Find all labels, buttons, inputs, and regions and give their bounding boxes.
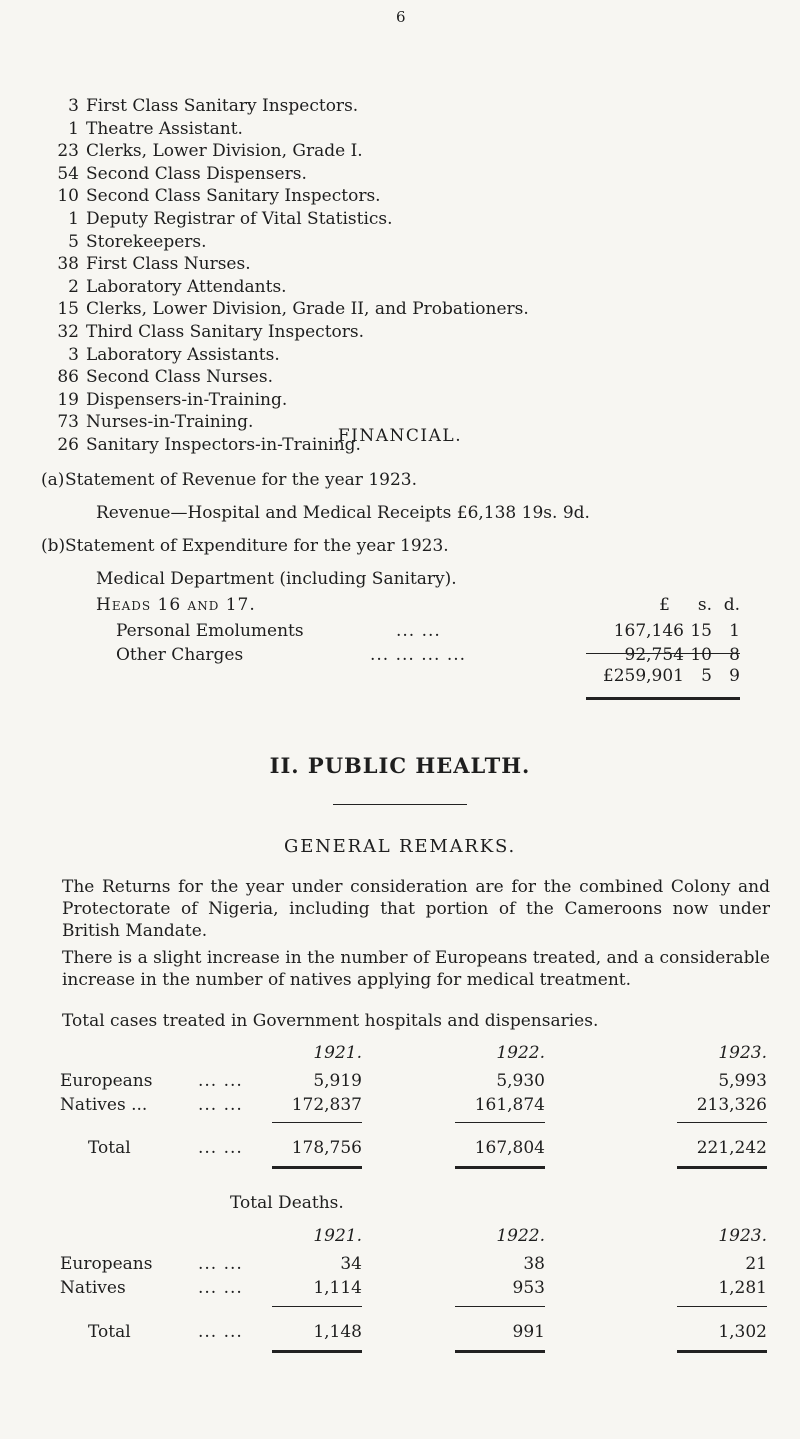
deaths-row-leader: ... ... bbox=[198, 1254, 243, 1274]
paragraph-2-text: There is a slight increase in the number of Europeans treated, and a considerable increase in the number of natives applying for medical treatment. bbox=[62, 948, 770, 990]
staff-count: 26 bbox=[57, 434, 79, 455]
expenditure-item-label: Other Charges bbox=[116, 645, 244, 665]
cases-total-value: 167,804 bbox=[474, 1138, 545, 1158]
cases-total-value: 178,756 bbox=[291, 1138, 362, 1158]
staff-title: Nurses-in-Training. bbox=[86, 412, 254, 433]
staff-item bbox=[48, 366, 529, 389]
expenditure-statement: Statement of Expenditure for the year 1923. bbox=[65, 536, 449, 556]
staff-count: 32 bbox=[57, 321, 79, 342]
deaths-total-value: 991 bbox=[512, 1322, 545, 1342]
deaths-subtotal-rule bbox=[677, 1306, 767, 1307]
expenditure-total-shillings: 5 bbox=[701, 666, 712, 686]
expenditure-item-pence: 1 bbox=[729, 621, 740, 641]
cases-total-rule bbox=[272, 1166, 362, 1169]
shillings-column-header: s. bbox=[697, 595, 712, 615]
page-number: 6 bbox=[396, 8, 406, 26]
staff-title: Laboratory Attendants. bbox=[86, 276, 287, 297]
cases-year-header: 1922. bbox=[496, 1043, 545, 1063]
financial-heading: FINANCIAL. bbox=[337, 426, 463, 446]
staff-title: Clerks, Lower Division, Grade II, and Probationers. bbox=[86, 299, 529, 320]
cases-row-value: 5,993 bbox=[718, 1071, 767, 1091]
staff-item bbox=[48, 344, 529, 367]
expenditure-item-label: Personal Emoluments bbox=[116, 621, 304, 641]
deaths-row-label: Europeans bbox=[60, 1254, 153, 1274]
expenditure-item-pounds: 92,754 bbox=[624, 645, 684, 665]
deaths-row-value: 34 bbox=[340, 1254, 362, 1274]
cases-row-value: 5,919 bbox=[313, 1071, 362, 1091]
staff-item bbox=[48, 389, 529, 412]
staff-title: Laboratory Assistants. bbox=[86, 344, 280, 365]
cases-subtotal-rule bbox=[677, 1122, 767, 1123]
staff-item bbox=[48, 95, 529, 118]
staff-title: Second Class Nurses. bbox=[86, 367, 273, 388]
expenditure-total-rule bbox=[586, 697, 740, 700]
deaths-year-header: 1921. bbox=[313, 1226, 362, 1246]
deaths-total-rule bbox=[272, 1350, 362, 1353]
deaths-row-label: Natives bbox=[60, 1278, 126, 1298]
deaths-total-label: Total bbox=[88, 1322, 131, 1342]
deaths-row-leader: ... ... bbox=[198, 1278, 243, 1298]
expenditure-total-pence: 9 bbox=[729, 666, 740, 686]
staff-title: Second Class Sanitary Inspectors. bbox=[86, 186, 381, 207]
expenditure-label: (b) bbox=[41, 536, 66, 556]
cases-row-value: 172,837 bbox=[291, 1095, 362, 1115]
paragraph-1-text: The Returns for the year under consideration are for the combined Colony and Protectorate of Nigeria, including that portion of the Cameroons now under British Mandate. bbox=[62, 877, 770, 941]
deaths-year-header: 1922. bbox=[496, 1226, 545, 1246]
cases-subtotal-rule bbox=[455, 1122, 545, 1123]
expenditure-item-pence: 8 bbox=[729, 645, 740, 665]
staff-count: 2 bbox=[68, 276, 79, 297]
general-remarks-title: GENERAL REMARKS. bbox=[284, 836, 516, 857]
remarks-paragraph-2 bbox=[28, 947, 770, 991]
staff-item bbox=[48, 253, 529, 276]
section-title: II. PUBLIC HEALTH. bbox=[269, 753, 531, 778]
cases-row-label: Natives ... bbox=[60, 1095, 148, 1115]
staff-count: 19 bbox=[57, 389, 79, 410]
staff-title: Theatre Assistant. bbox=[86, 118, 243, 139]
deaths-table-title: Total Deaths. bbox=[230, 1193, 344, 1213]
cases-table-title: Total cases treated in Government hospitals and dispensaries. bbox=[62, 1011, 599, 1031]
staff-item bbox=[48, 321, 529, 344]
staff-title: Sanitary Inspectors-in-Training. bbox=[86, 434, 361, 455]
expenditure-item-shillings: 10 bbox=[690, 645, 712, 665]
staff-item bbox=[48, 163, 529, 186]
staff-count: 3 bbox=[68, 96, 79, 116]
expenditure-item-leader: ... ... bbox=[396, 621, 441, 641]
deaths-row-value: 953 bbox=[512, 1278, 545, 1298]
cases-row-value: 5,930 bbox=[496, 1071, 545, 1091]
staff-title: First Class Nurses. bbox=[86, 254, 251, 275]
cases-row-leader: ... ... bbox=[198, 1071, 243, 1091]
staff-count: 86 bbox=[57, 367, 79, 388]
staff-title: Deputy Registrar of Vital Statistics. bbox=[86, 208, 393, 229]
cases-total-rule bbox=[677, 1166, 767, 1169]
staff-title: First Class Sanitary Inspectors. bbox=[86, 96, 359, 116]
section-divider bbox=[333, 804, 467, 805]
deaths-row-value: 21 bbox=[745, 1254, 767, 1274]
staff-count: 1 bbox=[68, 118, 79, 139]
deaths-row-value: 38 bbox=[523, 1254, 545, 1274]
staff-item bbox=[48, 140, 529, 163]
staff-count: 10 bbox=[57, 186, 79, 207]
cases-total-label: Total bbox=[88, 1138, 131, 1158]
deaths-total-rule bbox=[677, 1350, 767, 1353]
cases-total-leader: ... ... bbox=[198, 1138, 243, 1158]
staff-list bbox=[48, 95, 529, 457]
staff-count: 23 bbox=[57, 141, 79, 162]
deaths-year-header: 1923. bbox=[718, 1226, 767, 1246]
staff-item bbox=[48, 276, 529, 299]
heads-line: Heads 16 and 17. bbox=[96, 595, 256, 615]
staff-count: 38 bbox=[57, 254, 79, 275]
staff-title: Second Class Dispensers. bbox=[86, 163, 307, 184]
cases-year-header: 1921. bbox=[313, 1043, 362, 1063]
deaths-total-value: 1,148 bbox=[313, 1322, 362, 1342]
revenue-label: (a) bbox=[41, 470, 65, 490]
staff-count: 5 bbox=[68, 231, 79, 252]
staff-title: Storekeepers. bbox=[86, 231, 207, 252]
revenue-line: Revenue—Hospital and Medical Receipts £6,138 19s. 9d. bbox=[96, 503, 590, 523]
staff-count: 73 bbox=[57, 412, 79, 433]
cases-row-label: Europeans bbox=[60, 1071, 153, 1091]
deaths-row-value: 1,281 bbox=[718, 1278, 767, 1298]
cases-subtotal-rule bbox=[272, 1122, 362, 1123]
staff-count: 1 bbox=[68, 208, 79, 229]
revenue-statement: Statement of Revenue for the year 1923. bbox=[65, 470, 417, 490]
cases-total-value: 221,242 bbox=[696, 1138, 767, 1158]
staff-item bbox=[48, 298, 529, 321]
remarks-paragraph-1 bbox=[28, 876, 770, 942]
staff-item bbox=[48, 185, 529, 208]
pence-column-header: d. bbox=[723, 595, 740, 615]
deaths-total-rule bbox=[455, 1350, 545, 1353]
deaths-total-value: 1,302 bbox=[718, 1322, 767, 1342]
deaths-total-leader: ... ... bbox=[198, 1322, 243, 1342]
expenditure-total-pounds: £259,901 bbox=[602, 666, 684, 686]
cases-row-leader: ... ... bbox=[198, 1095, 243, 1115]
staff-count: 15 bbox=[57, 299, 79, 320]
cases-year-header: 1923. bbox=[718, 1043, 767, 1063]
cases-row-value: 213,326 bbox=[696, 1095, 767, 1115]
cases-total-rule bbox=[455, 1166, 545, 1169]
expenditure-item-shillings: 15 bbox=[690, 621, 712, 641]
deaths-subtotal-rule bbox=[272, 1306, 362, 1307]
staff-title: Clerks, Lower Division, Grade I. bbox=[86, 141, 363, 162]
cases-row-value: 161,874 bbox=[474, 1095, 545, 1115]
deaths-row-value: 1,114 bbox=[313, 1278, 362, 1298]
expenditure-item-pounds: 167,146 bbox=[613, 621, 684, 641]
staff-title: Dispensers-in-Training. bbox=[86, 389, 288, 410]
deaths-subtotal-rule bbox=[455, 1306, 545, 1307]
expenditure-item-leader: ... ... ... ... bbox=[370, 645, 467, 665]
staff-count: 54 bbox=[57, 163, 79, 184]
staff-item bbox=[48, 231, 529, 254]
staff-item bbox=[48, 118, 529, 141]
staff-title: Third Class Sanitary Inspectors. bbox=[86, 321, 365, 342]
pounds-column-header: £ bbox=[659, 595, 670, 615]
expenditure-subtotal-rule bbox=[586, 653, 740, 654]
staff-item bbox=[48, 208, 529, 231]
department-line: Medical Department (including Sanitary). bbox=[96, 569, 457, 589]
staff-count: 3 bbox=[68, 344, 79, 365]
